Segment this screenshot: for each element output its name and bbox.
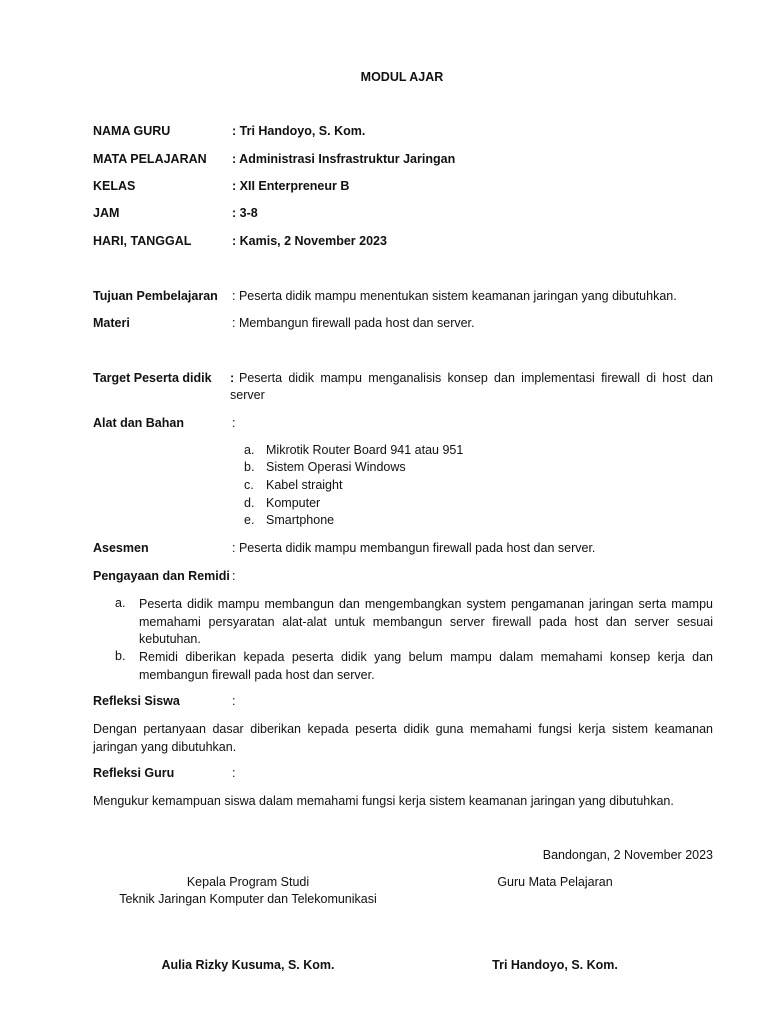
list-marker: a. <box>115 596 126 610</box>
list-item: Remidi diberikan kepada peserta didik yang belum mampu dalam memahami konsep kerja dan membangun firewall pada host dan server. <box>139 650 713 682</box>
label-target: Target Peserta didik <box>93 371 212 385</box>
value-tujuan: : Peserta didik mampu menentukan sistem keamanan jaringan yang dibutuhkan. <box>232 289 677 303</box>
label-refleksi-siswa: Refleksi Siswa <box>93 694 180 708</box>
label-jam: JAM <box>93 206 120 220</box>
colon-target: : <box>230 371 235 385</box>
colon-pengayaan: : <box>232 569 236 583</box>
left-signatory-name: Aulia Rizky Kusuma, S. Kom. <box>161 958 335 972</box>
value-materi: : Membangun firewall pada host dan server. <box>232 316 475 330</box>
value-asesmen: : Peserta didik mampu membangun firewall pada host dan server. <box>232 541 596 555</box>
value-hari-tanggal: : Kamis, 2 November 2023 <box>232 234 387 248</box>
label-mata-pelajaran: MATA PELAJARAN <box>93 152 207 166</box>
list-item: Peserta didik mampu membangun dan mengembangkan system pengamanan jaringan serta mampu memahami persyaratan alat-alat untuk membangun server firewall pada host dan server sesuai kebutuhan. <box>139 597 713 646</box>
label-materi: Materi <box>93 316 130 330</box>
list-marker: b. <box>244 460 255 474</box>
list-item: Komputer <box>266 496 321 510</box>
list-item: Kabel straight <box>266 478 343 492</box>
label-pengayaan: Pengayaan dan Remidi <box>93 569 230 583</box>
label-asesmen: Asesmen <box>93 541 149 555</box>
label-refleksi-guru: Refleksi Guru <box>93 766 175 780</box>
value-nama-guru: : Tri Handoyo, S. Kom. <box>232 124 366 138</box>
value-jam: : 3-8 <box>232 206 258 220</box>
label-alat: Alat dan Bahan <box>93 416 184 430</box>
list-marker: d. <box>244 496 255 510</box>
document-title: MODUL AJAR <box>360 70 444 84</box>
right-role-title: Guru Mata Pelajaran <box>497 875 613 889</box>
left-role-subtitle: Teknik Jaringan Komputer dan Telekomunikasi <box>119 892 377 906</box>
right-signatory-name: Tri Handoyo, S. Kom. <box>492 958 618 972</box>
list-marker: e. <box>244 513 255 527</box>
value-mata-pelajaran: : Administrasi Insfrastruktur Jaringan <box>232 152 456 166</box>
label-hari-tanggal: HARI, TANGGAL <box>93 234 192 248</box>
list-item: Sistem Operasi Windows <box>266 460 406 474</box>
colon-refleksi-guru: : <box>232 766 236 780</box>
value-target-line2: server <box>230 388 265 402</box>
list-item: Smartphone <box>266 513 335 527</box>
label-tujuan: Tujuan Pembelajaran <box>93 289 218 303</box>
list-item: Mikrotik Router Board 941 atau 951 <box>266 443 464 457</box>
left-role-title: Kepala Program Studi <box>186 875 310 889</box>
label-nama-guru: NAMA GURU <box>93 124 171 138</box>
label-kelas: KELAS <box>93 179 136 193</box>
list-marker: a. <box>244 443 255 457</box>
list-marker: b. <box>115 649 126 663</box>
colon-alat: : <box>232 416 236 430</box>
colon-refleksi-siswa: : <box>232 694 236 708</box>
place-date: Bandongan, 2 November 2023 <box>542 848 713 862</box>
text-refleksi-siswa: Dengan pertanyaan dasar diberikan kepada peserta didik guna memahami fungsi kerja sistem keamanan jaringan yang dibutuhkan. <box>93 722 713 754</box>
value-kelas: : XII Enterpreneur B <box>232 179 350 193</box>
list-marker: c. <box>244 478 254 492</box>
value-target-line1: Peserta didik mampu menganalisis konsep dan implementasi firewall di host dan <box>239 371 713 385</box>
text-refleksi-guru: Mengukur kemampuan siswa dalam memahami fungsi kerja sistem keamanan jaringan yang dibutuhkan. <box>93 794 674 808</box>
